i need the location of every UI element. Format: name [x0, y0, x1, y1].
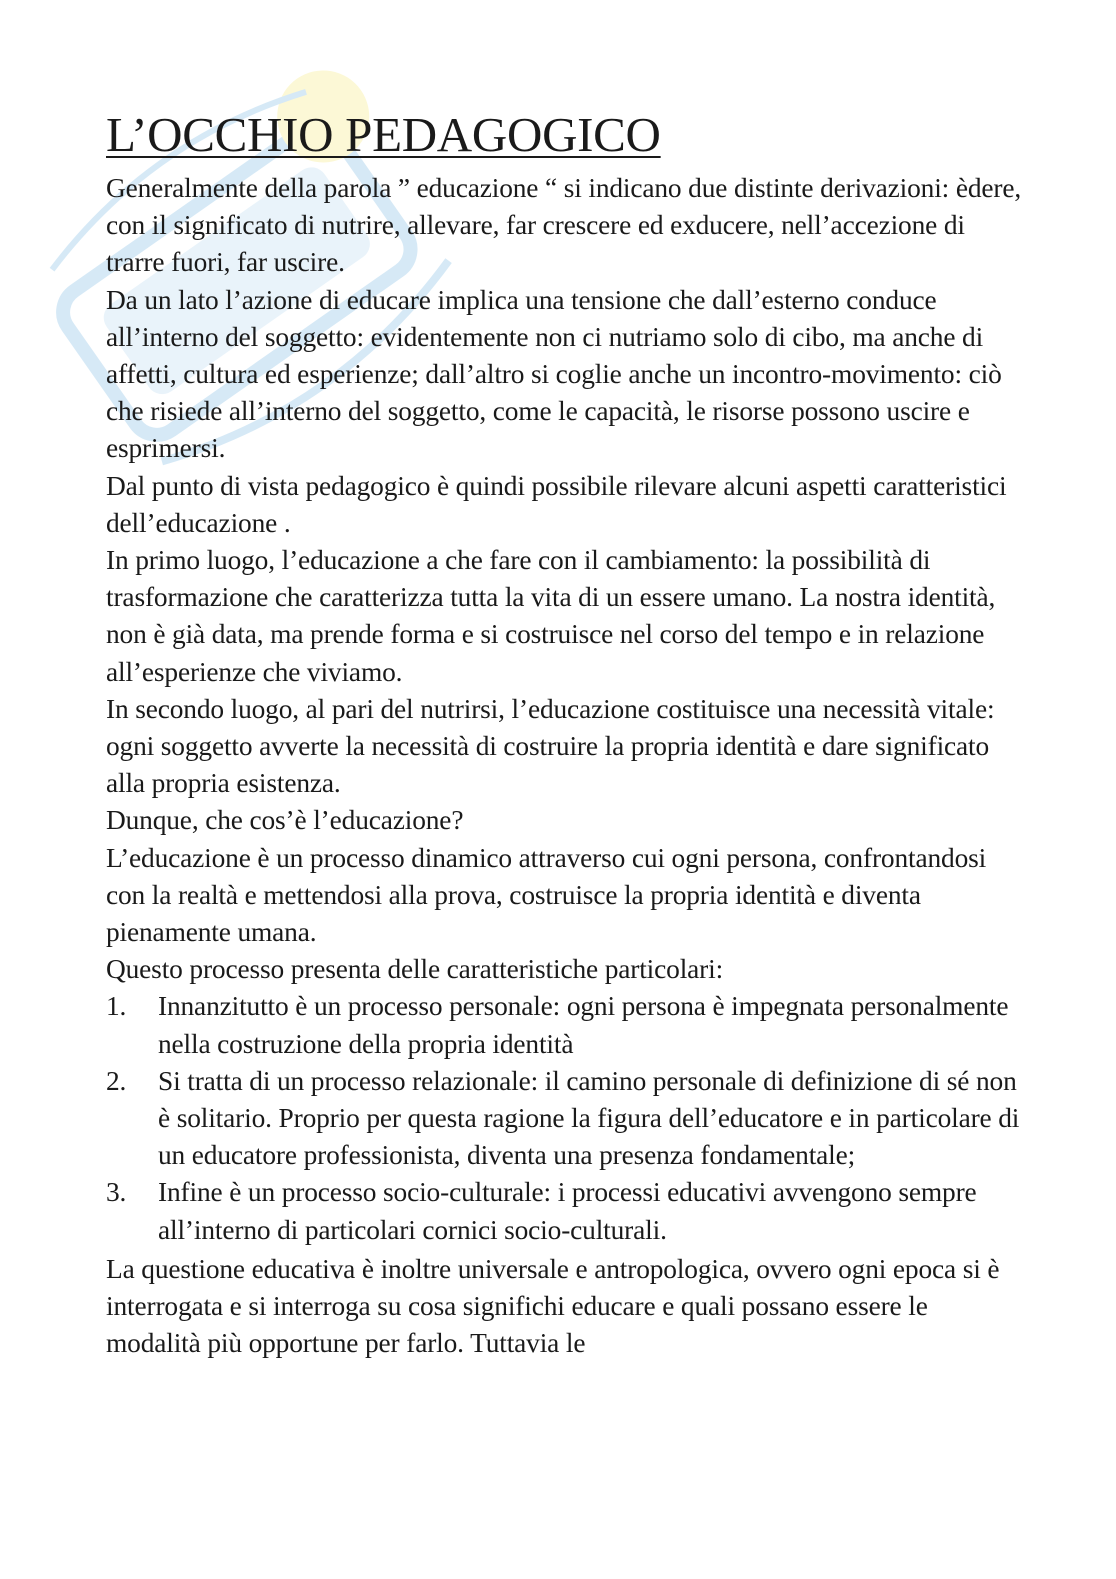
paragraph-list-intro: Questo processo presenta delle caratteristiche particolari: [106, 954, 724, 985]
list-item-text: Infine è un processo socio-culturale: i processi educativi avvengono sempre all’interno di particolari cornici socio-culturali. [158, 1177, 977, 1245]
paragraph-etymology: Generalmente della parola ” educazione “ si indicano due distinte derivazioni: èdere, con il significato di nutrire, allevare, far crescere ed exducere, nell’accezione di trarre fuori, far uscire. [106, 173, 1022, 278]
list-item-number: 2. [106, 1065, 127, 1096]
list-item-text: Innanzitutto è un processo personale: ogni persona è impegnata personalmente nella costruzione della propria identità [158, 991, 1009, 1059]
document-title: L’OCCHIO PEDAGOGICO [106, 107, 661, 162]
paragraph-pedagogical-view: Dal punto di vista pedagogico è quindi possibile rilevare alcuni aspetti caratteristici dell’educazione . [106, 470, 1007, 538]
paragraph-definition: L’educazione è un processo dinamico attraverso cui ogni persona, confrontandosi con la realtà e mettendosi alla prova, costruisce la propria identità e diventa pienamente umana. [106, 842, 987, 948]
paragraph-first-aspect: In primo luogo, l’educazione a che fare con il cambiamento: la possibilità di trasformazione che caratterizza tutta la vita di un essere umano. La nostra identità, non è già data, ma prende forma e si costruisce nel corso del tempo e in relazione all’esperienze che viviamo. [106, 545, 996, 687]
list-item [106, 988, 1026, 1062]
paragraph-universal-question: La questione educativa è inoltre universale e antropologica, ovvero ogni epoca si è interrogata e si interroga su cosa significhi educare e quali possano essere le modalità più opportune per farlo. Tuttavia le [106, 1253, 1000, 1359]
paragraph-second-aspect: In secondo luogo, al pari del nutrirsi, l’educazione costituisce una necessità vitale: ogni soggetto avverte la necessità di costruire la propria identità e dare significato alla propria esistenza. [106, 693, 995, 799]
list-item-number: 1. [106, 991, 127, 1022]
list-item [106, 1063, 1026, 1175]
list-item-number: 3. [106, 1177, 127, 1208]
paragraph-tension: Da un lato l’azione di educare implica una tensione che dall’esterno conduce all’interno del soggetto: evidentemente non ci nutriamo solo di cibo, ma anche di affetti, cultura ed esperienze; dall’altro si coglie anche un incontro-movimento: ciò che risiede all’interno del soggetto, come le capacità, le risorse possono uscire e esprimersi. [106, 284, 1002, 464]
list-item [106, 1174, 1026, 1248]
paragraph-question: Dunque, che cos’è l’educazione? [106, 805, 464, 836]
document-page [106, 106, 1026, 1363]
characteristics-list [106, 988, 1026, 1248]
list-item-text: Si tratta di un processo relazionale: il camino personale di definizione di sé non è solitario. Proprio per questa ragione la figura dell’educatore e in particolare di un educatore professionista, diventa una presenza fondamentale; [158, 1065, 1020, 1171]
